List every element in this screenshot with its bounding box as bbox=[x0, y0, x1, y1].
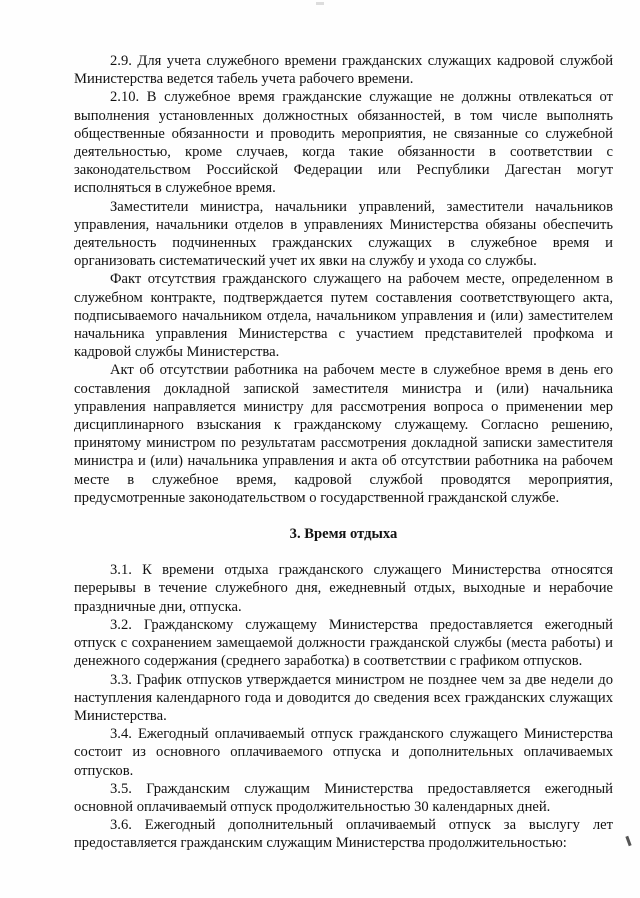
paragraph-3-2: 3.2. Гражданскому служащему Министерства предоставляется ежегодный отпуск с сохранением замещаемой должности гражданской службы (места работы) и денежного содержания (среднего заработка) в соответствии с графиком отпусков. bbox=[74, 616, 613, 670]
paragraph-deputies-duties: Заместители министра, начальники управлений, заместители начальников управления, начальники отделов в управлениях Министерства обязаны обеспечить деятельность подчиненных гражданских служащих в служебное время и организовать систематический учет их явки на службу и ухода со службы. bbox=[74, 198, 613, 270]
paragraph-3-5: 3.5. Гражданским служащим Министерства предоставляется ежегодный основной оплачиваемый отпуск продолжительностью 30 календарных дней. bbox=[74, 780, 613, 815]
paragraph-2-10: 2.10. В служебное время гражданские служащие не должны отвлекаться от выполнения установленных должностных обязанностей, в том числе выполнять общественные обязанности и проводить мероприятия, не связанные со служебной деятельностью, кроме случаев, когда такие обязанности в соответствии с законодательством Российской Федерации или Республики Дагестан могут исполняться в служебное время. bbox=[74, 89, 613, 197]
spacer bbox=[74, 507, 613, 525]
paragraph-absence-fact: Факт отсутствия гражданского служащего на рабочем месте, определенном в служебном контракте, подтверждается путем составления соответствующего акта, подписываемого начальником отдела, начальником управления и (или) заместителем начальника управления Министерства с участием представителей профкома и кадровой службы Министерства. bbox=[74, 271, 613, 361]
document-body bbox=[74, 52, 613, 853]
paragraph-absence-act: Акт об отсутствии работника на рабочем месте в служебное время в день его составления докладной запиской заместителя министра и (или) начальника управления направляется министру для рассмотрения вопроса о применении мер дисциплинарного взыскания к гражданскому служащему. Согласно решению, принятому министром по результатам рассмотрения докладной записки заместителя министра и (или) начальника управления и акта об отсутствии работника на рабочем месте в служебное время, кадровой службой проводятся мероприятия, предусмотренные законодательством о государственной гражданской службе. bbox=[74, 362, 613, 506]
spacer bbox=[74, 543, 613, 561]
section-heading: 3. Время отдыха bbox=[289, 526, 398, 543]
paragraph-3-4: 3.4. Ежегодный оплачиваемый отпуск гражданского служащего Министерства состоит из основного оплачиваемого отпуска и дополнительных оплачиваемых отпусков. bbox=[74, 726, 613, 779]
paragraph-2-9: 2.9. Для учета служебного времени гражданских служащих кадровой службой Министерства ведется табель учета рабочего времени. bbox=[74, 53, 613, 88]
scan-artifact bbox=[625, 836, 631, 846]
paragraph-3-6: 3.6. Ежегодный дополнительный оплачиваемый отпуск за выслугу лет предоставляется гражданским служащим Министерства продолжительностью: bbox=[74, 817, 613, 852]
scan-artifact bbox=[316, 2, 324, 5]
paragraph-3-1: 3.1. К времени отдыха гражданского служащего Министерства относятся перерывы в течение служебного дня, ежедневный отдых, выходные и нерабочие праздничные дни, отпуска. bbox=[74, 562, 613, 615]
paragraph-3-3: 3.3. График отпусков утверждается министром не позднее чем за две недели до наступления календарного года и доводится до сведения всех гражданских служащих Министерства. bbox=[74, 671, 613, 724]
